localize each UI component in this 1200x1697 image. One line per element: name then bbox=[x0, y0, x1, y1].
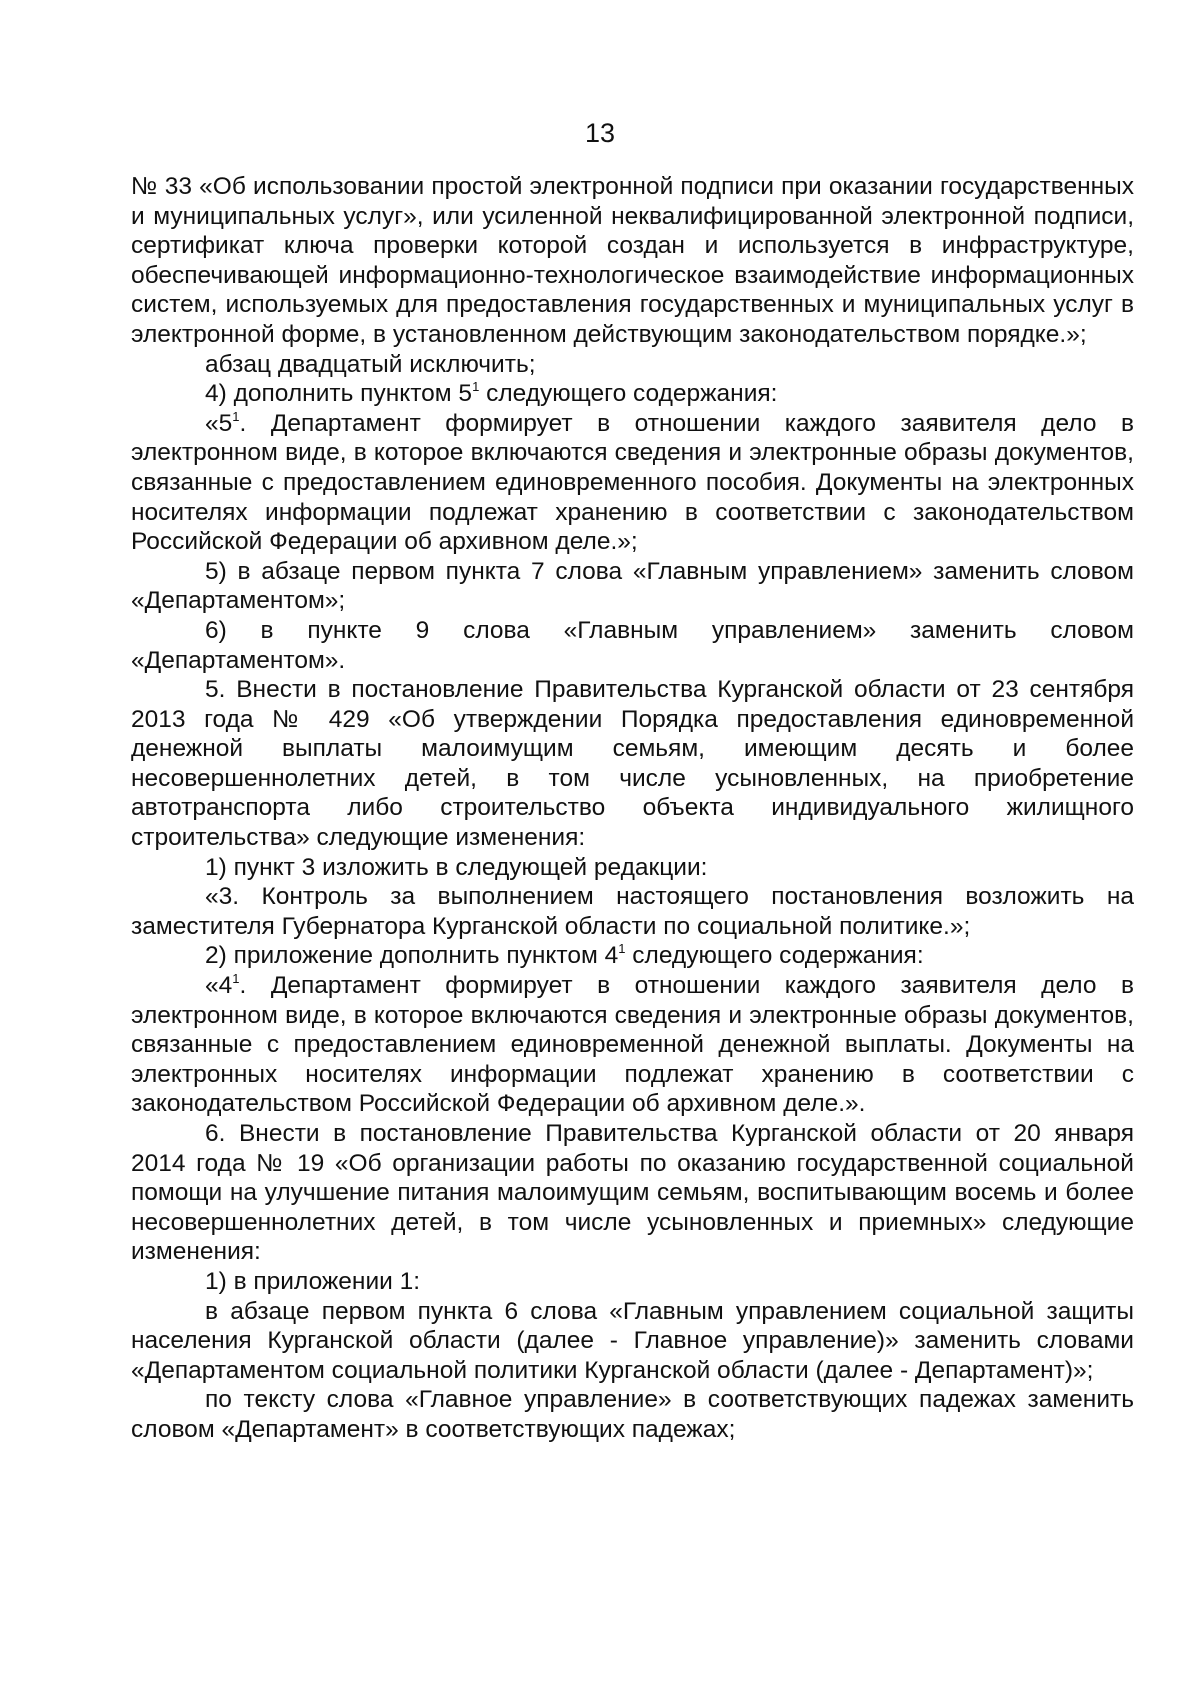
paragraph-section-6-item-1: 1) в приложении 1: bbox=[205, 1267, 421, 1295]
paragraph-continuation: № 33 «Об использовании простой электронной подписи при оказании государственных и муниципальных услуг», или усиленной неквалифицированной электронной подписи, сертификат ключа проверки которой создан и используется в инфраструктуре, обеспечивающей информационно-технологическое взаимодействие информационных систем, используемых для предоставления государственных и муниципальных услуг в электронной форме, в установленном действующим законодательством порядке.»; bbox=[131, 173, 1134, 348]
paragraph-point-5-1: «$5^1$. Департамент формирует в отношении каждого заявителя дело в электронном виде, в которое включаются сведения и электронные образы документов, связанные с предоставлением единовременного пособия. Документы на электронных носителях информации подлежат хранению в соответствии с законодательством Российской Федерации об архивном деле.»; bbox=[131, 408, 1134, 556]
paragraph-point-4-1: «$4^1$. Департамент формирует в отношении каждого заявителя дело в электронном виде, в которое включаются сведения и электронные образы документов, связанные с предоставлением единовременной денежной выплаты. Документы на электронных носителях информации подлежат хранению в соответствии с законодательством Российской Федерации об архивном деле.». bbox=[131, 971, 1134, 1118]
paragraph-text-replace: по тексту слова «Главное управление» в соответствующих падежах заменить словом «Департамент» в соответствующих падежах; bbox=[131, 1386, 1134, 1443]
paragraph-point-3: «3. Контроль за выполнением настоящего постановления возложить на заместителя Губернатора Курганской области по социальной политике.»; bbox=[131, 883, 1134, 940]
paragraph-section-5-item-1: 1) пункт 3 изложить в следующей редакции: bbox=[205, 853, 708, 881]
paragraph-point-6-replace: в абзаце первом пункта 6 слова «Главным управлением социальной защиты населения Курганской области (далее - Главное управление)» заменить словами «Департаментом социальной политики Курганской области (далее - Департамент)»; bbox=[131, 1297, 1134, 1384]
paragraph-section-5: 5. Внести в постановление Правительства Курганской области от 23 сентября 2013 года № 429 «Об утверждении Порядка предоставления единовременной денежной выплаты малоимущим семьям, имеющим десять и более несовершеннолетних детей, в том числе усыновленных, на приобретение автотранспорта либо строительство объекта индивидуального жилищного строительства» следующие изменения: bbox=[131, 676, 1134, 852]
document-body bbox=[131, 172, 1134, 1445]
paragraph-abzac-exclude: абзац двадцатый исключить; bbox=[205, 350, 536, 378]
page-number: 13 bbox=[584, 118, 616, 148]
paragraph-item-6: 6) в пункте 9 слова «Главным управлением» заменить словом «Департаментом». bbox=[131, 616, 1134, 674]
paragraph-section-6: 6. Внести в постановление Правительства Курганской области от 20 января 2014 года № 19 «Об организации работы по оказанию государственной социальной помощи на улучшение питания малоимущим семьям, воспитывающим восемь и более несовершеннолетних детей, в том числе усыновленных и приемных» следующие изменения: bbox=[131, 1120, 1134, 1266]
paragraph-item-5: 5) в абзаце первом пункта 7 слова «Главным управлением» заменить словом «Департаментом»; bbox=[131, 557, 1134, 615]
paragraph-item-4: 4) дополнить пунктом $5^1$ следующего содержания: bbox=[205, 379, 778, 408]
paragraph-section-5-item-2: 2) приложение дополнить пунктом $4^1$ следующего содержания: bbox=[205, 941, 924, 970]
